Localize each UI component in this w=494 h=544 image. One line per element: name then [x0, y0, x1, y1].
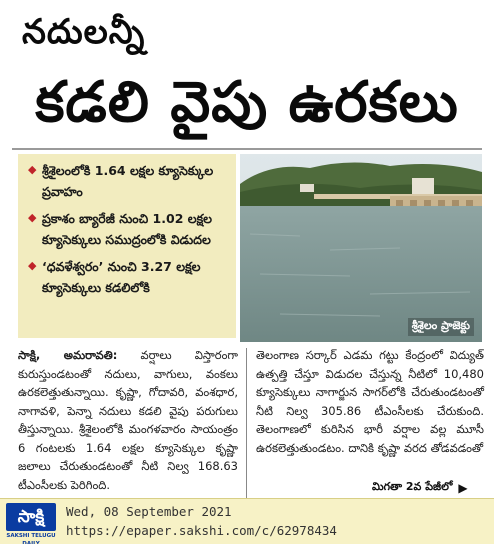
diamond-bullet-icon: ◆ [28, 163, 37, 176]
highlight-item [28, 256, 232, 298]
highlights-box [18, 154, 236, 338]
article-dateline: సాక్షి, అమరావతి: [18, 348, 118, 362]
continued-note[interactable] [372, 480, 468, 496]
highlight-text: ప్రకాశం బ్యారేజీ నుంచి 1.02 లక్షల క్యూసెక్కులు సముద్రంలోకి విడుదల [42, 211, 212, 247]
highlight-item [28, 208, 232, 250]
highlight-text: శ్రీశైలంలోకి 1.64 లక్షల క్యూసెక్కుల ప్రవాహం [42, 163, 214, 199]
article-column-left [18, 346, 238, 494]
highlight-text: ‘ధవళేశ్వరం’ నుంచి 3.27 లక్షల క్యూసెక్కులు కడలిలోకి [42, 259, 201, 295]
logo-subtitle: SAKSHI TELUGU DAILY [6, 533, 56, 544]
sakshi-logo [6, 503, 56, 544]
dam-photo [240, 154, 482, 342]
column-divider [246, 348, 247, 498]
right-arrow-icon: ▶ [458, 481, 468, 495]
highlight-item [28, 160, 232, 202]
photo-caption: శ్రీశైలం ప్రాజెక్టు [408, 318, 474, 336]
article-column-right [256, 346, 484, 457]
diamond-bullet-icon: ◆ [28, 259, 37, 272]
headline-line-2: కడలి వైపు ఉరకలు [35, 70, 459, 135]
dam-photo-illustration [240, 154, 482, 342]
epaper-link[interactable]: https://epaper.sakshi.com/c/62978434 [66, 523, 337, 538]
footer-bar [0, 498, 494, 544]
diamond-bullet-icon: ◆ [28, 211, 37, 224]
article-text-right: తెలంగాణ సర్కార్ ఎడమ గట్టు కేంద్రంలో విద్యుత్ ఉత్పత్తి చేస్తూ విడుదల చేస్తున్న నీటిలో 10,480 క్యూసెక్కులు నాగార్జున సాగర్‌లోకి చేరుతుండటంతో నీటి నిల్వ 305.86 టీఎంసీలకు చేరుకుంది. తెలంగాణలో కురిసిన భారీ వర్షాల వల్ల మూసీ ఉరకలెత్తుతుండటం. దానికి కృష్ణా వరద తోడవడంతో [256, 348, 484, 455]
article-text-left: వర్షాలు విస్తారంగా కురుస్తుండటంతో నదులు, వాగులు, వంకలు ఉరకలెత్తుతున్నాయి. కృష్ణా, గోదావరి, వంశధార, నాగావళి, పెన్నా నదులు కడలి వైపు పరుగులు తీస్తున్నాయి. శ్రీశైలంలోకి మంగళవారం సాయంత్రం 6 గంటలకు 1.64 లక్షల క్యూసెక్కుల కృష్ణా జలాలు చేరుతుండటంతో నీటి నిల్వ 168.63 టీఎంసీలకు పెరిగింది. [18, 348, 238, 492]
publication-date: Wed, 08 September 2021 [66, 504, 232, 519]
headline-line-1: నదులన్నీ [22, 12, 146, 52]
headline-divider [12, 148, 482, 150]
logo-mark: సాక్షి [6, 503, 56, 531]
continued-text: మిగతా 2వ పేజీలో [372, 480, 453, 493]
